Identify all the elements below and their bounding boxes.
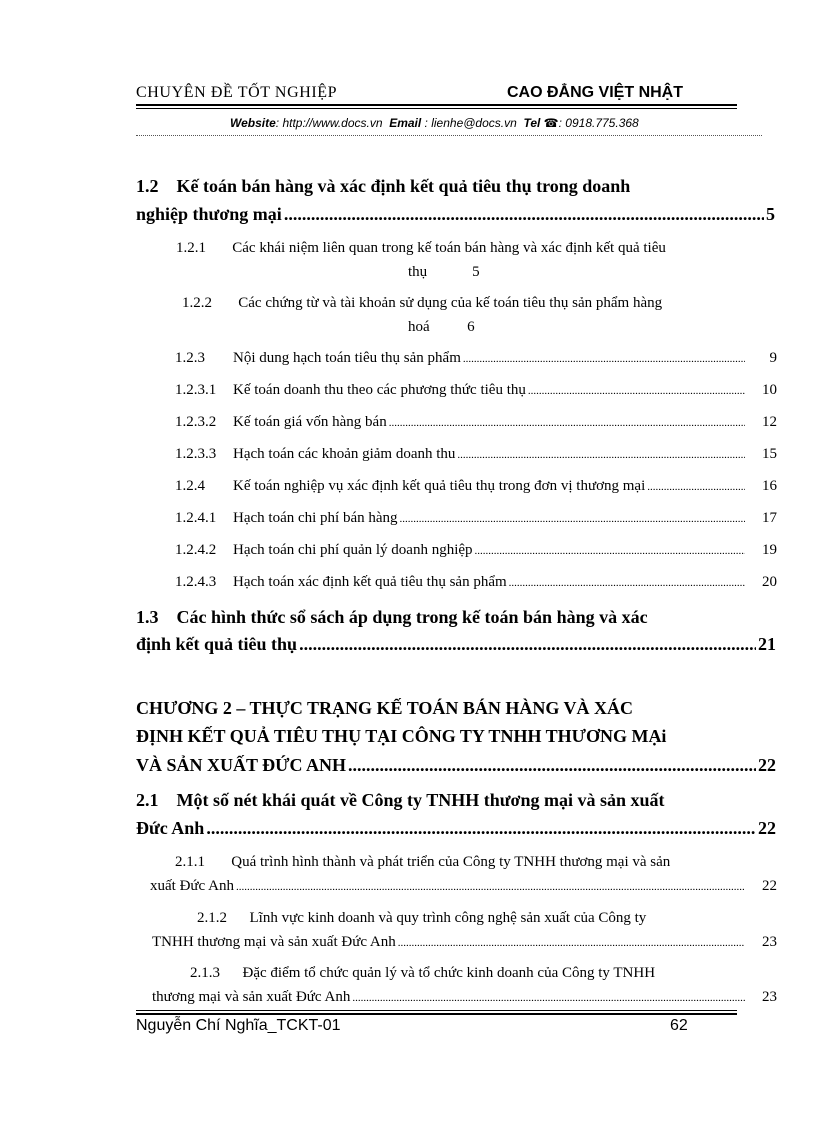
header-contact-line — [230, 116, 639, 130]
toc-2-1-3-num: 2.1.3 — [190, 965, 220, 981]
toc-1-2-4-2-page: 19 — [762, 542, 777, 558]
toc-1-2-4-3-text: Hạch toán xác định kết quả tiêu thụ sản phẩm — [233, 574, 507, 590]
leader-dots — [206, 818, 756, 839]
leader-dots — [236, 881, 745, 893]
toc-2-1-line2[interactable] — [136, 818, 776, 839]
toc-2-1-3-text-cont: thương mại và sản xuất Đức Anh — [152, 989, 351, 1005]
toc-1-2-4-3[interactable] — [175, 574, 777, 591]
leader-dots — [284, 204, 764, 225]
toc-1-2-3-num: 1.2.3 — [175, 350, 205, 366]
toc-2-1-1-text-cont: xuất Đức Anh — [150, 878, 234, 894]
toc-1-3-text-cont: định kết quả tiêu thụ — [136, 634, 298, 654]
leader-dots — [475, 545, 745, 557]
leader-dots — [647, 481, 745, 493]
header-rule-thick — [136, 104, 737, 106]
toc-1-2-3-1-num: 1.2.3.1 — [175, 382, 217, 398]
toc-ch2-line3[interactable] — [136, 755, 776, 776]
toc-2-1-3-page: 23 — [762, 989, 777, 1005]
toc-1-2-3-2-num: 1.2.3.2 — [175, 414, 217, 430]
toc-2-1-3-line1[interactable] — [190, 965, 655, 982]
leader-dots — [352, 992, 745, 1004]
toc-2-1-page: 22 — [758, 818, 776, 838]
toc-1-2-num: 1.2 — [136, 176, 159, 196]
toc-1-2-3[interactable] — [175, 350, 777, 367]
toc-1-3-num: 1.3 — [136, 607, 159, 627]
toc-1-2-3-1[interactable] — [175, 382, 777, 399]
toc-2-1-text: Một số nét khái quát về Công ty TNHH thương mại và sản xuất — [176, 790, 665, 810]
footer-rule-thick — [136, 1013, 737, 1015]
toc-1-2-1-text: Các khái niệm liên quan trong kế toán bán hàng và xác định kết quả tiêu — [232, 240, 666, 256]
leader-dots — [528, 385, 745, 397]
toc-1-2-line1 — [136, 176, 630, 197]
toc-2-1-3-text: Đặc điểm tổ chức quản lý và tổ chức kinh doanh của Công ty TNHH — [242, 965, 656, 981]
toc-1-3-line2[interactable] — [136, 634, 776, 655]
toc-2-1-1-line1[interactable] — [175, 854, 670, 871]
toc-1-2-page: 5 — [766, 204, 775, 224]
toc-1-2-2-text: Các chứng từ và tài khoản sử dụng của kế toán tiêu thụ sản phẩm hàng — [238, 295, 663, 311]
toc-2-1-2-text: Lĩnh vực kinh doanh và quy trình công nghệ sản xuất của Công ty — [249, 910, 647, 926]
leader-dots — [509, 577, 745, 589]
toc-ch2-text-cont: VÀ SẢN XUẤT ĐỨC ANH — [136, 755, 347, 775]
website-value: : http://www.docs.vn — [275, 116, 383, 130]
toc-2-1-1-line2[interactable] — [150, 878, 777, 895]
footer-rule-thin — [136, 1010, 737, 1011]
leader-dots — [457, 449, 745, 461]
leader-dots — [299, 634, 756, 655]
toc-1-2-4-1-text: Hạch toán chi phí bán hàng — [233, 510, 398, 526]
toc-1-2-3-3-num: 1.2.3.3 — [175, 446, 217, 462]
toc-1-2-2-line2 — [408, 319, 475, 336]
toc-1-2-4[interactable] — [175, 478, 777, 495]
toc-1-2-4-3-page: 20 — [762, 574, 777, 590]
toc-2-1-2-line2[interactable] — [152, 934, 777, 951]
tel-label: Tel ☎ — [523, 116, 559, 130]
header-dotted-rule — [136, 135, 762, 136]
toc-2-1-line1 — [136, 790, 665, 811]
toc-1-2-3-2-text: Kế toán giá vốn hàng bán — [233, 414, 387, 430]
toc-1-2-2-page: 6 — [467, 319, 475, 335]
email-label: Email — [389, 116, 422, 130]
toc-1-2-4-page: 16 — [762, 478, 777, 494]
toc-1-2-3-2[interactable] — [175, 414, 777, 431]
toc-2-1-num: 2.1 — [136, 790, 159, 810]
toc-2-1-1-num: 2.1.1 — [175, 854, 205, 870]
toc-1-2-3-1-page: 10 — [762, 382, 777, 398]
footer-page-number: 62 — [670, 1017, 688, 1034]
toc-ch2-line1: CHƯƠNG 2 – THỰC TRẠNG KẾ TOÁN BÁN HÀNG VÀ XÁC — [136, 698, 634, 718]
header-left-title: CHUYÊN ĐỀ TỐT NGHIỆP — [136, 84, 338, 101]
email-value: : lienhe@docs.vn — [424, 116, 517, 130]
leader-dots — [348, 755, 756, 776]
toc-1-2-3-3-text: Hạch toán các khoản giảm doanh thu — [233, 446, 456, 462]
toc-1-2-1-line1[interactable] — [176, 240, 666, 257]
toc-1-2-3-3[interactable] — [175, 446, 777, 463]
toc-1-3-text: Các hình thức sổ sách áp dụng trong kế toán bán hàng và xác — [176, 607, 648, 627]
toc-1-2-2-text-cont: hoá — [408, 319, 430, 335]
toc-2-1-text-cont: Đức Anh — [136, 818, 205, 838]
header-right-title: CAO ĐẲNG VIỆT NHẬT — [507, 84, 683, 101]
leader-dots — [398, 937, 745, 949]
toc-2-1-2-page: 23 — [762, 934, 777, 950]
toc-2-1-2-num: 2.1.2 — [197, 910, 227, 926]
toc-1-2-4-2[interactable] — [175, 542, 777, 559]
toc-1-2-4-1[interactable] — [175, 510, 777, 527]
toc-1-2-4-1-num: 1.2.4.1 — [175, 510, 217, 526]
toc-2-1-2-line1[interactable] — [197, 910, 646, 927]
leader-dots — [389, 417, 745, 429]
toc-1-2-line2[interactable] — [136, 204, 775, 225]
toc-1-2-1-num: 1.2.1 — [176, 240, 206, 256]
toc-1-2-4-2-num: 1.2.4.2 — [175, 542, 217, 558]
toc-1-3-line1 — [136, 607, 648, 628]
toc-1-2-4-3-num: 1.2.4.3 — [175, 574, 217, 590]
toc-1-2-4-1-page: 17 — [762, 510, 777, 526]
toc-ch2-line2: ĐỊNH KẾT QUẢ TIÊU THỤ TẠI CÔNG TY TNHH THƯƠNG MẠi — [136, 726, 667, 746]
toc-1-2-text-cont: nghiệp thương mại — [136, 204, 282, 224]
leader-dots — [463, 353, 745, 365]
toc-2-1-1-text: Quá trình hình thành và phát triển của Công ty TNHH thương mại và sản — [231, 854, 671, 870]
toc-2-1-1-page: 22 — [762, 878, 777, 894]
toc-1-2-3-1-text: Kế toán doanh thu theo các phương thức tiêu thụ — [233, 382, 526, 398]
tel-value: : 0918.775.368 — [558, 116, 639, 130]
toc-2-1-2-text-cont: TNHH thương mại và sản xuất Đức Anh — [152, 934, 396, 950]
toc-1-2-4-text: Kế toán nghiệp vụ xác định kết quả tiêu thụ trong đơn vị thương mại — [233, 478, 646, 494]
toc-1-3-page: 21 — [758, 634, 776, 654]
toc-1-2-3-2-page: 12 — [762, 414, 777, 430]
website-label: Website — [230, 116, 276, 130]
toc-2-1-3-line2[interactable] — [152, 989, 777, 1006]
toc-1-2-1-line2 — [408, 264, 480, 281]
header-rule-thin — [136, 108, 737, 109]
toc-1-2-1-page: 5 — [472, 264, 480, 280]
toc-1-2-2-line1[interactable] — [182, 295, 662, 312]
toc-1-2-4-2-text: Hạch toán chi phí quản lý doanh nghiệp — [233, 542, 473, 558]
toc-1-2-2-num: 1.2.2 — [182, 295, 212, 311]
toc-1-2-1-text-cont: thụ — [408, 264, 428, 280]
toc-1-2-3-3-page: 15 — [762, 446, 777, 462]
toc-ch2-page: 22 — [758, 755, 776, 775]
toc-1-2-4-num: 1.2.4 — [175, 478, 205, 494]
toc-1-2-text: Kế toán bán hàng và xác định kết quả tiêu thụ trong doanh — [176, 176, 631, 196]
footer-author: Nguyễn Chí Nghĩa_TCKT-01 — [136, 1017, 341, 1034]
leader-dots — [400, 513, 745, 525]
toc-1-2-3-text: Nội dung hạch toán tiêu thụ sản phẩm — [233, 350, 461, 366]
toc-1-2-3-page: 9 — [769, 350, 777, 366]
